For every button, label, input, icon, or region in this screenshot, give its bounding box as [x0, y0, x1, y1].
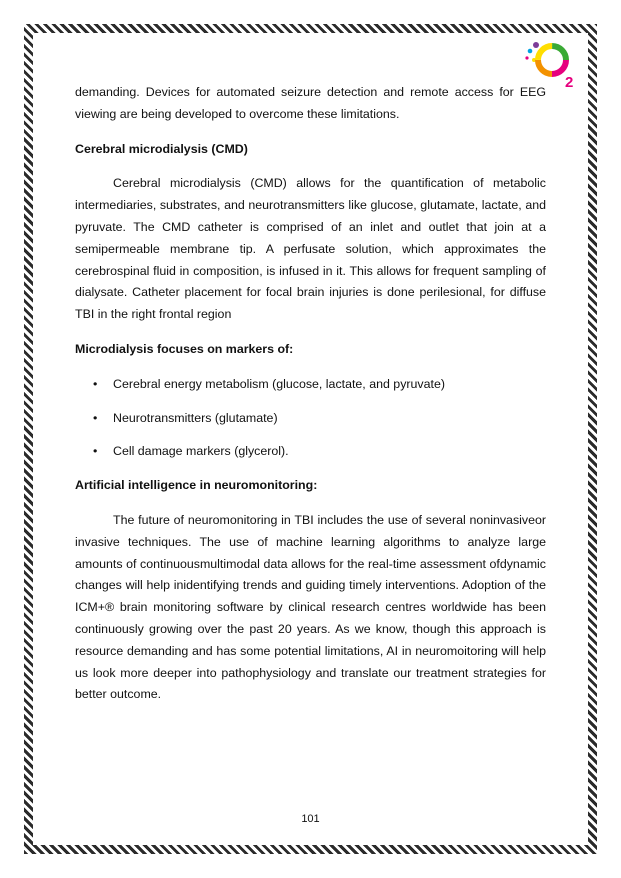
page-number: 101 — [301, 813, 320, 825]
ai-heading: Artificial intelligence in neuromonitoring: — [75, 478, 318, 493]
bullet-icon: • — [93, 410, 98, 425]
list-item — [75, 441, 546, 463]
list-item-text: Cerebral energy metabolism (glucose, lactate, and pyruvate) — [113, 376, 445, 391]
svg-text:2: 2 — [565, 74, 574, 90]
page-content — [75, 82, 546, 706]
list-item-text: Cell damage markers (glycerol). — [113, 444, 289, 459]
list-item — [75, 374, 546, 396]
bullet-icon: • — [93, 444, 98, 459]
list-item-text: Neurotransmitters (glutamate) — [113, 410, 278, 425]
ai-paragraph: The future of neuromonitoring in TBI includes the use of several noninvasiveor invasive techniques. The use of machine learning algorithms to analyze large amounts of continuousmultimodal data allows for the real-time assessment ofdynamic changes will help inidentifying trends and guiding timely interventions. Adoption of the ICM+® brain monitoring software by clinical research centres worldwide has been continuously growing over the past 20 years. As we know, though this approach is resource demanding and has some potential limitations, AI in neuromoitoring will help us look more deeper into pathophysiology and translate our treatment strategies for better outcome. — [75, 512, 546, 702]
intro-paragraph: demanding. Devices for automated seizure detection and remote access for EEG viewing are being developed to overcome these limitations. — [75, 85, 546, 121]
cmd-paragraph: Cerebral microdialysis (CMD) allows for the quantification of metabolic intermediaries, substrates, and neurotransmitters like glucose, glutamate, lactate, and pyruvate. The CMD catheter is comprised of an inlet and outlet that join at a semipermeable membrane tip. A perfusate solution, which approximates the cerebrospinal fluid in composition, is infused in it. This allows for frequent sampling of dialysate. Catheter placement for focal brain injuries is done perilesional, for diffuse TBI in the right frontal region — [75, 176, 546, 322]
bullet-icon: • — [93, 376, 98, 391]
markers-heading: Microdialysis focuses on markers of: — [75, 341, 294, 356]
markers-list — [75, 374, 546, 463]
list-item — [75, 408, 546, 430]
cmd-heading: Cerebral microdialysis (CMD) — [75, 141, 248, 156]
